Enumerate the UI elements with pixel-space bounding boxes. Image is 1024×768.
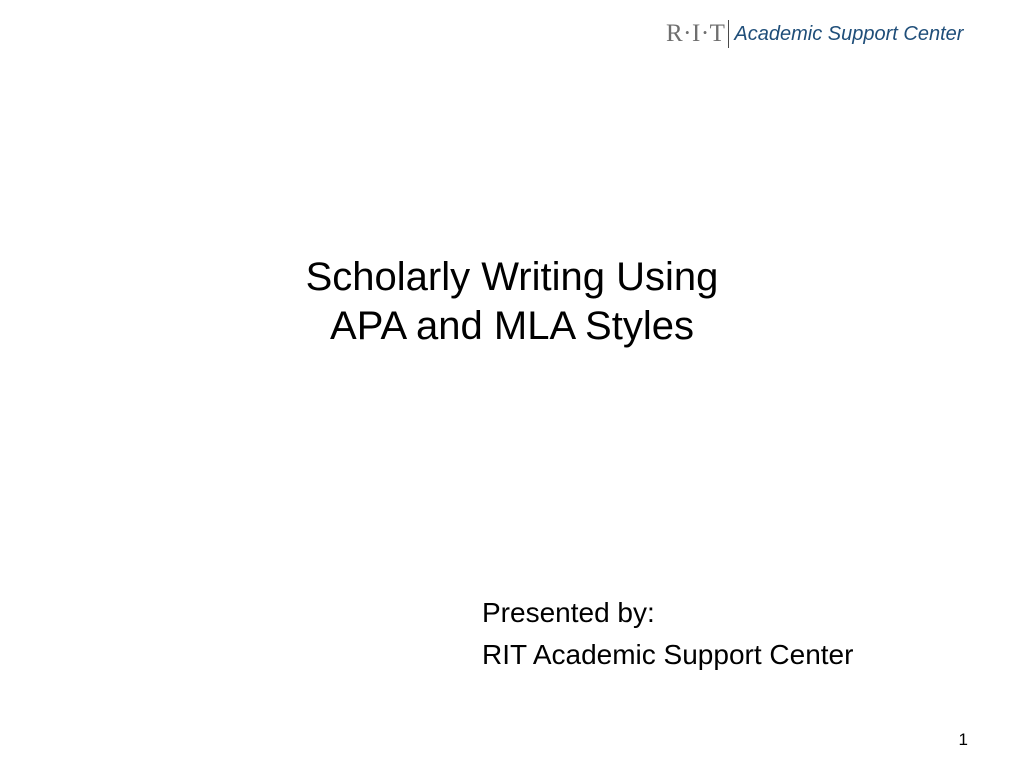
rit-logo [666, 18, 963, 50]
logo-divider [728, 20, 729, 48]
presenter-label: Presented by: [482, 597, 655, 628]
title-line-1: Scholarly Writing Using [305, 255, 719, 299]
logo-mark: R·I·T [666, 20, 726, 47]
page-number: 1 [958, 730, 968, 749]
slide-title [200, 253, 824, 351]
title-line-2: APA and MLA Styles [330, 304, 694, 348]
presenter-name: RIT Academic Support Center [482, 639, 854, 670]
presenter-block [482, 592, 853, 676]
logo-text: Academic Support Center [734, 22, 964, 45]
